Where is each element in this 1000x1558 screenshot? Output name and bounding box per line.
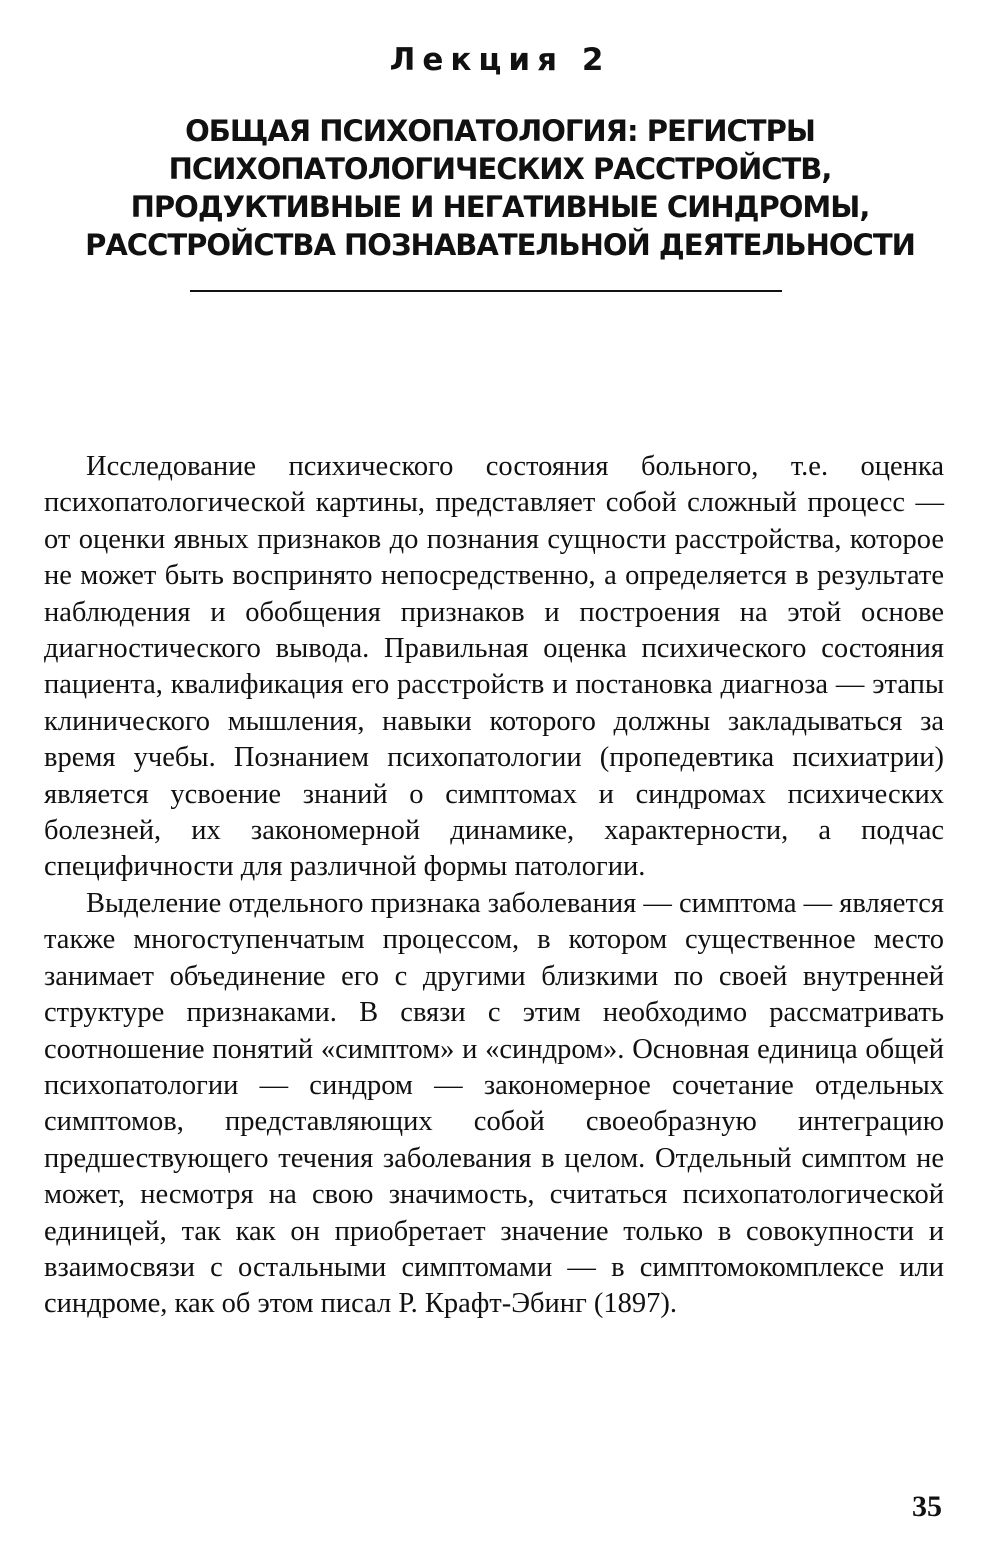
body-text <box>44 449 944 1323</box>
paragraph: Исследование психического состояния больного, т.е. оценка психопатологической картины, представляет собой сложный процесс — от оценки явных признаков до познания сущности расстройства, которое не может быть воспринято непосредственно, а определяется в результате наблюдения и обобщения признаков и построения на этой основе диагностического вывода. Правильная оценка психического состояния пациента, квалификация его расстройств и постановка диагноза — этапы клинического мышления, навыки которого должны закладываться за время учебы. Познанием психопатологии (пропедевтика психиатрии) является усвоение знаний о симптомах и синдромах психических болезней, их закономерной динамике, характерности, а подчас специфичности для различной формы патологии. <box>44 451 944 883</box>
page-number: 35 <box>912 1490 942 1523</box>
title-divider <box>190 290 782 292</box>
chapter-title-line: ОБЩАЯ ПСИХОПАТОЛОГИЯ: РЕГИСТРЫ <box>185 114 815 148</box>
chapter-title-line: ПСИХОПАТОЛОГИЧЕСКИХ РАССТРОЙСТВ, <box>168 152 832 186</box>
lecture-label: Лекция 2 <box>389 42 611 78</box>
chapter-title-line: ПРОДУКТИВНЫЕ И НЕГАТИВНЫЕ СИНДРОМЫ, <box>130 190 870 224</box>
chapter-title-line: РАССТРОЙСТВА ПОЗНАВАТЕЛЬНОЙ ДЕЯТЕЛЬНОСТИ <box>85 228 915 262</box>
chapter-title <box>40 112 960 264</box>
paragraph: Выделение отдельного признака заболевания — симптома — является также многоступенчатым процессом, в котором существенное место занимает объединение его с другими близкими по своей внутренней структуре признаками. В связи с этим необходимо рассматривать соотношение понятий «симптом» и «синдром». Основная единица общей психопатологии — синдром — закономерное сочетание отдельных симптомов, представляющих собой своеобразную интеграцию предшествующего течения заболевания в целом. Отдельный симптом не может, несмотря на свою значимость, считаться психопатологической единицей, так как он приобретает значение только в совокупности и взаимосвязи с остальными симптомами — в симптомокомплексе или синдроме, как об этом писал Р. Крафт-Эбинг (1897). <box>44 887 944 1320</box>
